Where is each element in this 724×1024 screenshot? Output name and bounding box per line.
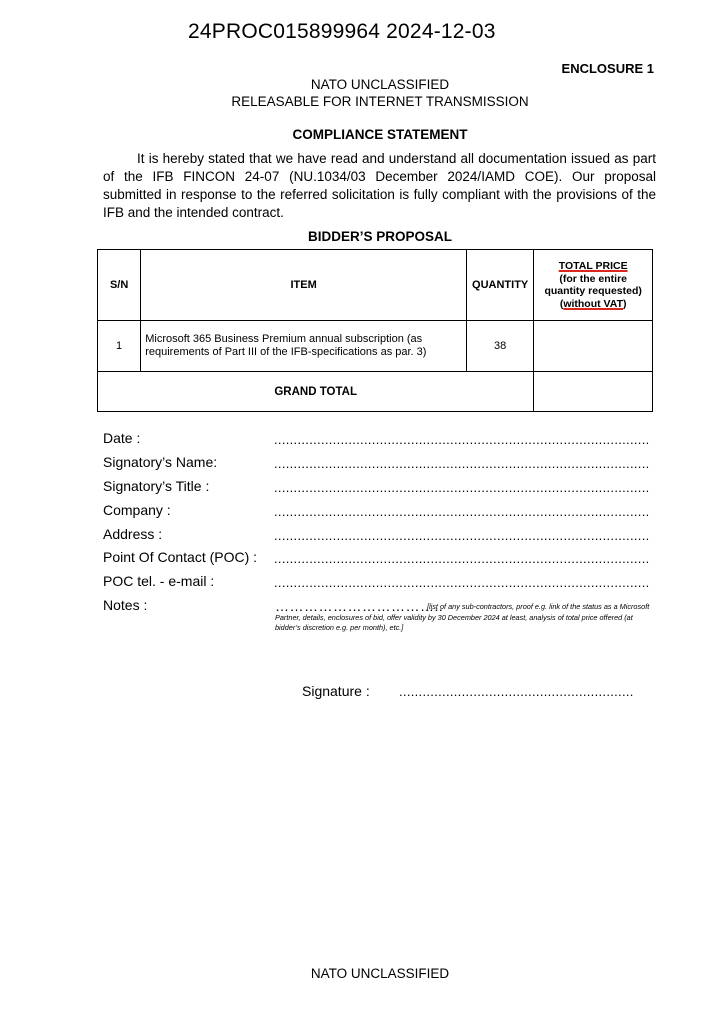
price-header-line-2: (for the entire [559, 272, 627, 285]
column-header-total-price [534, 250, 653, 321]
row-sn: 1 [98, 321, 141, 372]
date-label: Date : [103, 430, 141, 446]
table-header-row [98, 250, 653, 321]
signatory-title-label: Signatory’s Title : [103, 478, 210, 494]
notes-instructions [275, 602, 659, 634]
poc-contact-field[interactable]: ................................................................................................ [274, 576, 650, 590]
notes-label: Notes : [103, 597, 148, 613]
date-field[interactable]: ................................................................................................ [274, 433, 650, 447]
price-header-line-4-open: ( [559, 297, 564, 310]
company-label: Company : [103, 502, 171, 518]
grand-total-row [98, 372, 653, 412]
address-label: Address : [103, 526, 163, 542]
signatory-name-label: Signatory’s Name: [103, 454, 218, 470]
price-header-line-4-close: ) [623, 297, 627, 310]
column-header-item: ITEM [141, 250, 467, 321]
compliance-paragraph: It is hereby stated that we have read and understand all documentation issued as part of the IFB FINCON 24-07 (NU.1034/03 December 2024/IAMD COE). Our proposal submitted in response to the referred solicitation is fully compliant with the provisions of the IFB and the intended contract. [103, 151, 656, 220]
grand-total-label: GRAND TOTAL [98, 372, 534, 412]
classification-line-2: RELEASABLE FOR INTERNET TRANSMISSION [231, 94, 529, 109]
notes-field[interactable]: …………………………….. [275, 598, 444, 614]
signature-field[interactable]: ............................................................ [399, 684, 634, 699]
notes-instructions-text: [list of any sub-contractors, proof e.g. link of the status as a Microsoft Partner, details, enclosures of bid, offer validity by 30 December 2024 at least, analysis of total price offered (at bidder’s discretion e.g. per month), etc.] [275, 602, 650, 632]
enclosure-label: ENCLOSURE 1 [561, 61, 654, 76]
signatory-name-field[interactable]: ................................................................................................ [274, 457, 650, 471]
price-header-line-4: without VAT [563, 297, 623, 310]
address-field[interactable]: ................................................................................................ [274, 529, 650, 543]
compliance-heading: COMPLIANCE STATEMENT [292, 127, 468, 142]
price-header-line-3: quantity requested) [544, 285, 642, 297]
classification-line-1: NATO UNCLASSIFIED [310, 77, 450, 92]
company-field[interactable]: ................................................................................................ [274, 505, 650, 519]
document-id: 24PROC015899964 2024-12-03 [188, 20, 496, 43]
row-quantity: 38 [466, 321, 533, 372]
signature-label: Signature : [302, 683, 370, 699]
table-row [98, 321, 653, 372]
footer-classification: NATO UNCLASSIFIED [310, 966, 450, 981]
poc-field[interactable]: ................................................................................................ [274, 552, 650, 566]
poc-contact-label: POC tel. - e-mail : [103, 573, 215, 589]
bidders-proposal-heading: BIDDER’S PROPOSAL [307, 229, 453, 244]
grand-total-value-cell[interactable] [534, 372, 653, 412]
price-header-line-1: TOTAL PRICE [558, 260, 628, 272]
row-total-price-cell[interactable] [534, 321, 653, 372]
column-header-quantity: QUANTITY [466, 250, 533, 321]
signatory-title-field[interactable]: ................................................................................................ [274, 481, 650, 495]
column-header-sn: S/N [98, 250, 141, 321]
proposal-table [97, 249, 653, 412]
row-item-description: Microsoft 365 Business Premium annual subscription (as requirements of Part III of the IFB-specifications as par. 3) [141, 321, 467, 372]
poc-label: Point Of Contact (POC) : [103, 549, 258, 565]
